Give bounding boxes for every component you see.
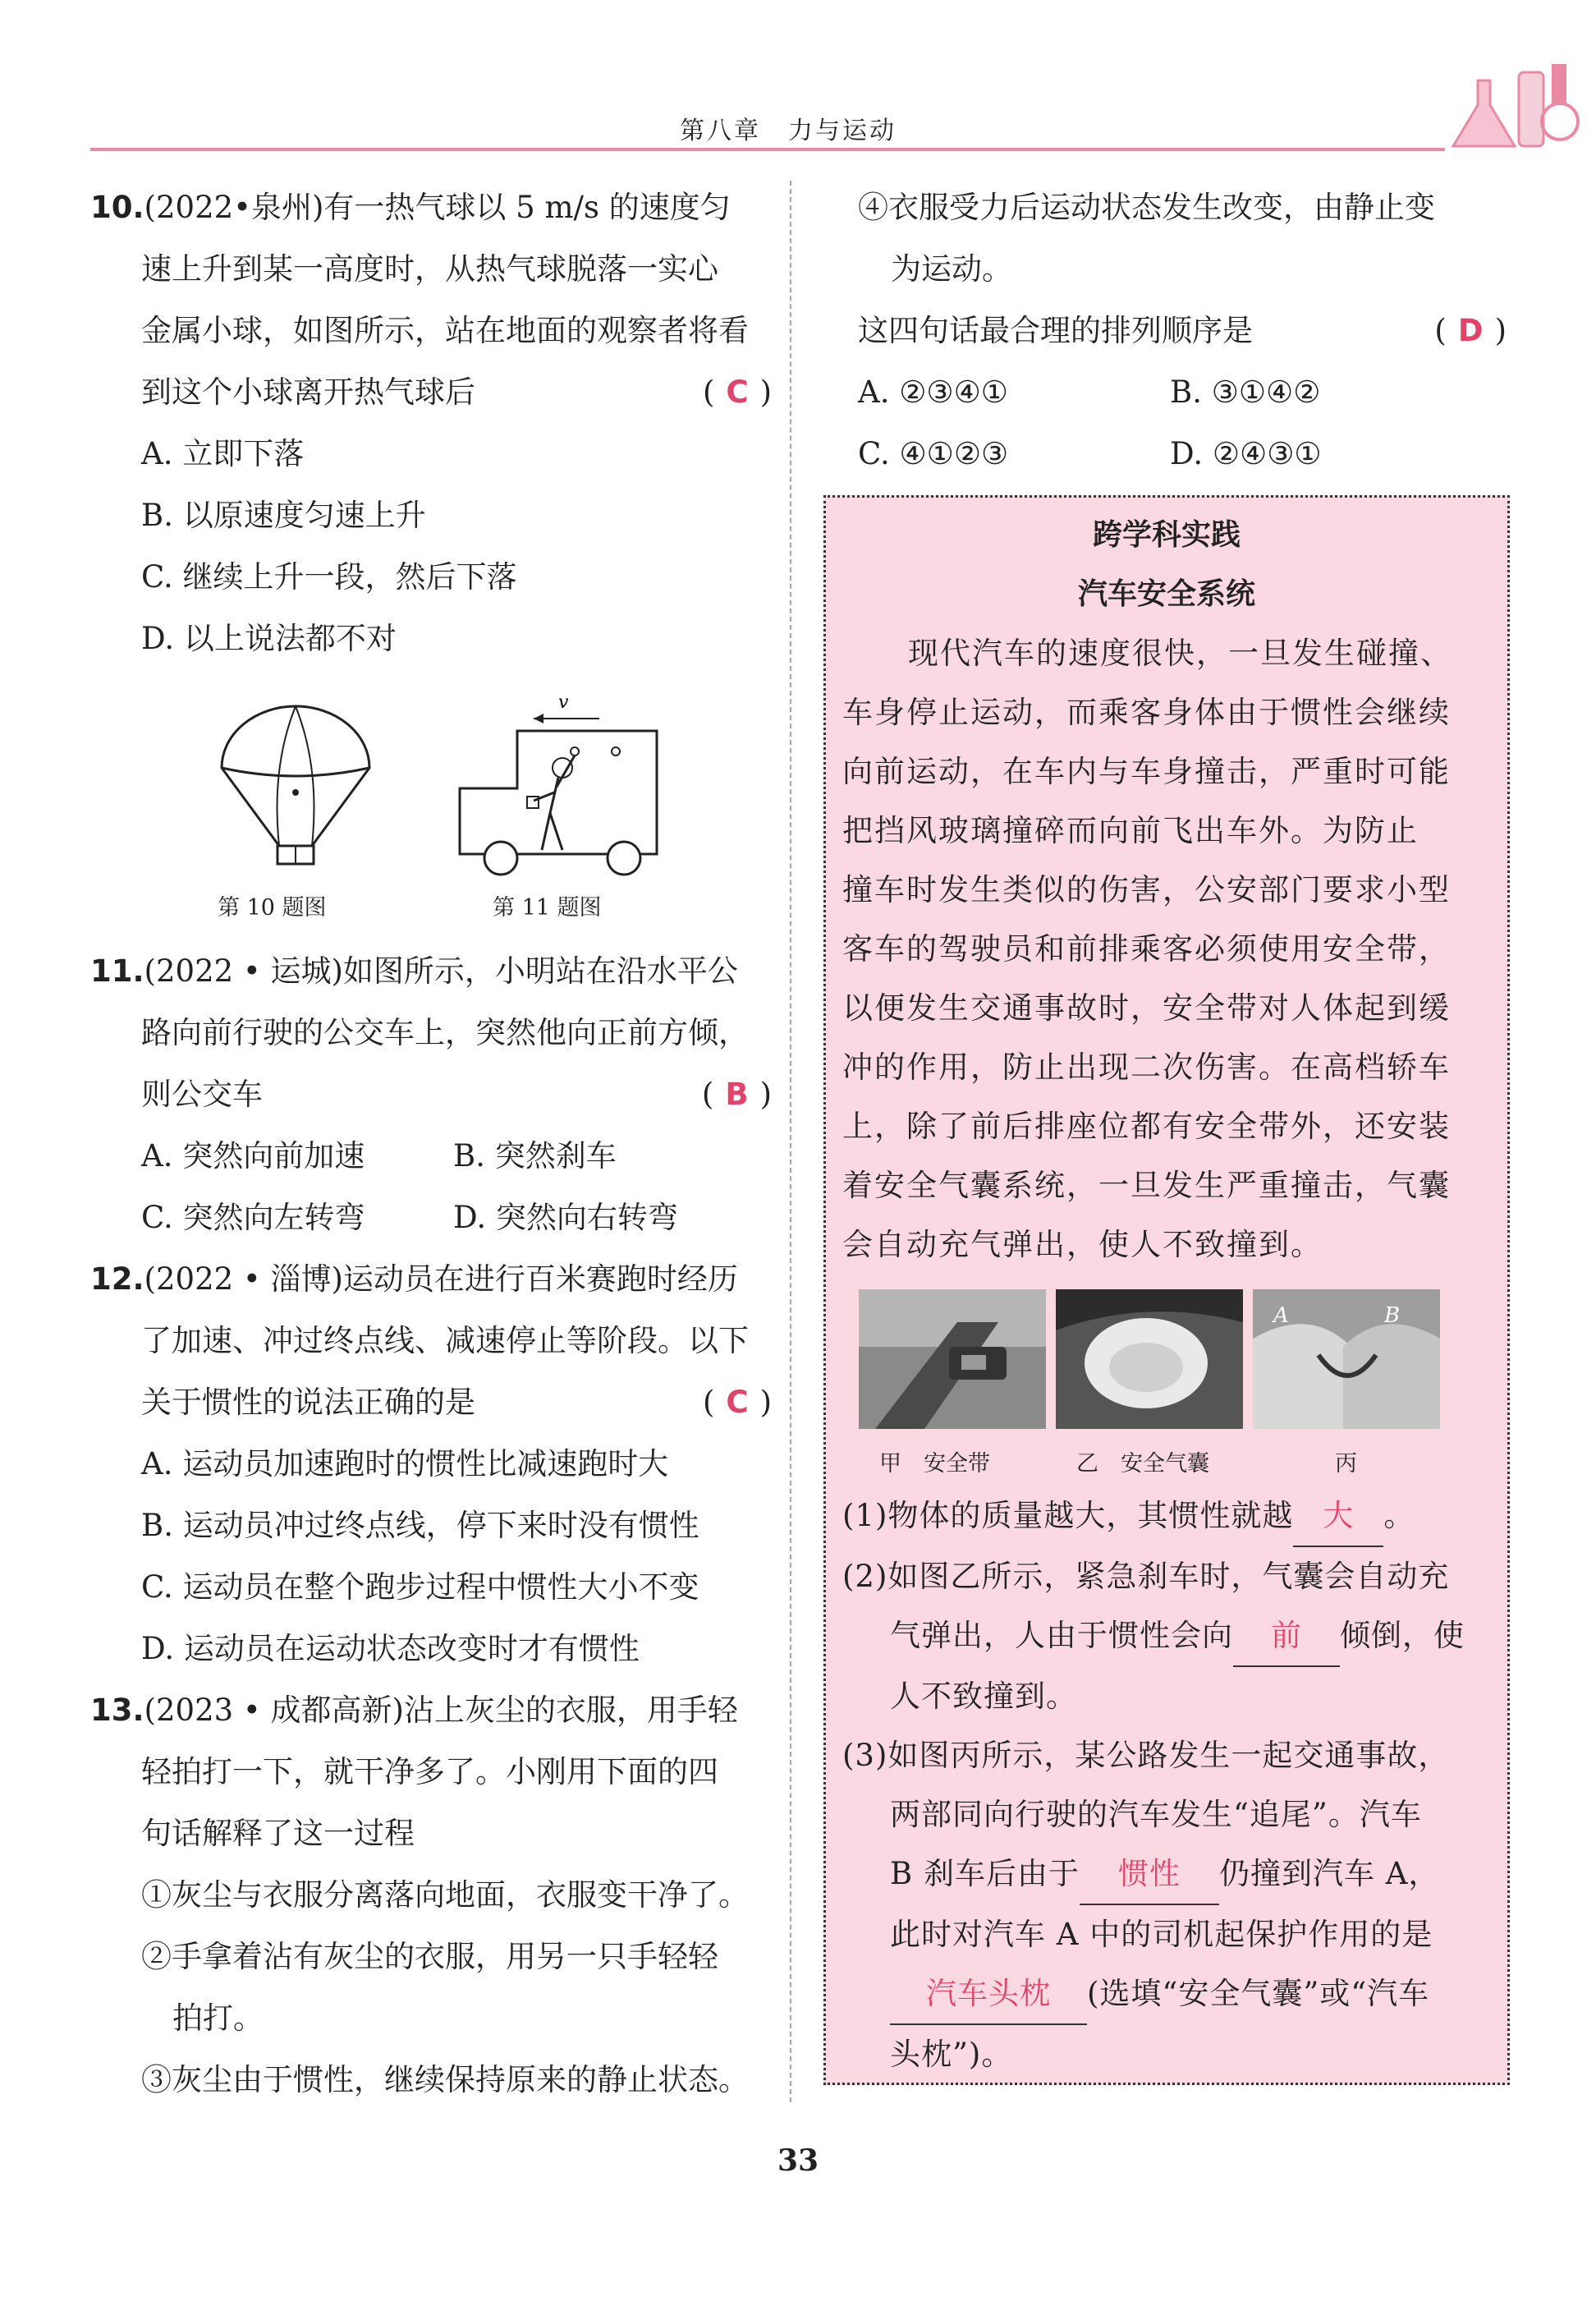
statement-4-cont: 为运动。 — [891, 251, 1012, 287]
chapter-title: 第八章 力与运动 — [680, 117, 897, 145]
box-tag: 跨学科实践 — [1092, 518, 1241, 552]
option-a: A. 立即下落 — [141, 436, 305, 471]
question-13 — [90, 1679, 772, 2111]
option-c: C. 运动员在整个跑步过程中惯性大小不变 — [141, 1569, 699, 1605]
lab-flask-decoration-icon — [1429, 56, 1585, 154]
option-b: B. 以原速度匀速上升 — [141, 498, 426, 533]
question-number: 10. — [90, 190, 144, 225]
hot-air-balloon-figure — [205, 702, 386, 866]
sub-text: 此时对汽车 A 中的司机起保护作用的是 — [890, 1917, 1433, 1952]
option-c: C. ④①②③ — [858, 436, 1009, 471]
question-number: 13. — [90, 1693, 144, 1728]
left-column — [90, 177, 772, 2111]
answer-letter: D — [1457, 313, 1484, 348]
option-b: B. 突然刹车 — [453, 1138, 617, 1174]
sub-text: (选填“安全气囊”或“汽车 — [1087, 1976, 1430, 2011]
answer-bracket: ( C ) — [702, 1385, 772, 1420]
question-text-line: 路向前行驶的公交车上，突然他向正前方倾， — [141, 1015, 749, 1050]
question-text-line: (2022•泉州)有一热气球以 5 m/s 的速度匀 — [144, 190, 731, 225]
sub-text: 仍撞到汽车 A， — [1218, 1856, 1440, 1891]
statement-1: ①灰尘与衣服分离落向地面，衣服变干净了。 — [141, 1877, 749, 1913]
rear-end-collision-photo — [1253, 1289, 1440, 1429]
car-label-a: A — [1273, 1303, 1289, 1328]
question-stem: 这四句话最合理的排列顺序是 — [858, 313, 1253, 348]
question-text-line: 金属小球，如图所示，站在地面的观察者将看 — [141, 313, 749, 348]
sub-text: B 刹车后由于 — [890, 1856, 1080, 1891]
right-column — [825, 177, 1507, 485]
question-text-line: 句话解释了这一过程 — [141, 1816, 415, 1851]
sub-text: (1)物体的质量越大，其惯性就越 — [842, 1498, 1294, 1533]
question-text-line: 速上升到某一高度时，从热气球脱落一实心 — [141, 251, 718, 287]
answer-bracket: ( C ) — [702, 374, 772, 410]
sub-question-1 — [842, 1486, 1491, 1547]
option-d: D. 运动员在运动状态改变时才有惯性 — [141, 1631, 640, 1666]
box-paragraph-line: 上，除了前后排座位都有安全带外，还安装 — [842, 1109, 1451, 1144]
option-b: B. ③①④② — [1170, 374, 1321, 410]
answer-bracket: ( B ) — [701, 1077, 772, 1112]
photo-caption-bing: 丙 — [1335, 1451, 1357, 1477]
sub-text: 气弹出，人由于惯性会向 — [890, 1618, 1233, 1653]
answer-letter: C — [726, 1385, 749, 1420]
figure-10-caption: 第 10 题图 — [218, 895, 327, 921]
answer-blank: 惯性 — [1080, 1844, 1219, 1905]
question-number: 12. — [90, 1261, 144, 1297]
photo-caption-yi: 乙 安全气囊 — [1076, 1451, 1209, 1477]
statement-2: ②手拿着沾有灰尘的衣服，用另一只手轻轻 — [141, 1939, 718, 1974]
answer-blank: 前 — [1233, 1606, 1340, 1667]
question-number: 11. — [90, 953, 144, 989]
question-10 — [90, 177, 772, 669]
box-title: 汽车安全系统 — [1077, 577, 1255, 611]
option-b: B. 运动员冲过终点线，停下来时没有惯性 — [141, 1508, 699, 1543]
car-label-b: B — [1384, 1303, 1401, 1328]
question-12 — [90, 1248, 772, 1679]
box-paragraph-line: 会自动充气弹出，使人不致撞到。 — [842, 1227, 1323, 1262]
question-text-line: (2022 • 运城)如图所示，小明站在沿水平公 — [144, 953, 738, 989]
question-text-line: 关于惯性的说法正确的是 — [141, 1385, 475, 1420]
option-d: D. 以上说法都不对 — [141, 621, 397, 656]
box-paragraph-line: 现代汽车的速度很快，一旦发生碰撞、 — [908, 636, 1452, 671]
option-a: A. ②③④① — [858, 374, 1008, 410]
option-d: D. ②④③① — [1170, 436, 1322, 471]
answer-bracket: ( D ) — [1434, 313, 1507, 348]
option-c: C. 继续上升一段，然后下落 — [141, 559, 517, 595]
statement-2-cont: 拍打。 — [172, 2000, 264, 2036]
statement-3: ③灰尘由于惯性，继续保持原来的静止状态。 — [141, 2062, 749, 2097]
option-c: C. 突然向左转弯 — [141, 1200, 365, 1235]
box-paragraph-line: 客车的驾驶员和前排乘客必须使用安全带， — [842, 931, 1451, 967]
seatbelt-photo — [859, 1289, 1046, 1429]
sub-question-3: (3)如图丙所示，某公路发生一起交通事故， — [842, 1738, 1450, 1773]
question-text-line: 到这个小球离开热气球后 — [141, 374, 475, 410]
sub-text: 人不致撞到。 — [890, 1679, 1077, 1714]
question-text-line: 轻拍打一下，就干净多了。小刚用下面的四 — [141, 1754, 718, 1789]
page-number: 33 — [777, 2143, 819, 2178]
airbag-photo — [1056, 1289, 1243, 1429]
sub-text: 。 — [1383, 1498, 1415, 1533]
sub-text: 倾倒，使 — [1340, 1618, 1465, 1653]
option-a: A. 突然向前加速 — [141, 1138, 365, 1174]
question-text-line: 了加速、冲过终点线、减速停止等阶段。以下 — [141, 1323, 749, 1358]
column-divider — [790, 181, 791, 2102]
answer-blank: 汽车头枕 — [890, 1964, 1087, 2025]
question-11 — [90, 940, 772, 1248]
photo-row — [842, 1289, 1491, 1486]
statement-4: ④衣服受力后运动状态发生改变，由静止变 — [858, 190, 1435, 225]
bus-figure — [452, 690, 665, 879]
box-paragraph-line: 冲的作用，防止出现二次伤害。在高档轿车 — [842, 1050, 1451, 1085]
box-paragraph-line: 车身停止运动，而乘客身体由于惯性会继续 — [842, 695, 1451, 730]
figure-11-caption: 第 11 题图 — [493, 895, 602, 921]
page-header — [90, 105, 1486, 148]
box-paragraph-line: 以便发生交通事故时，安全带对人体起到缓 — [842, 990, 1451, 1026]
header-divider — [90, 148, 1445, 151]
question-text-line: (2022 • 淄博)运动员在进行百米赛跑时经历 — [144, 1261, 738, 1297]
option-a: A. 运动员加速跑时的惯性比减速跑时大 — [141, 1446, 669, 1481]
figure-row — [90, 669, 772, 940]
question-13-continued — [825, 177, 1507, 485]
question-text-line: (2023 • 成都高新)沾上灰尘的衣服，用手轻 — [144, 1693, 738, 1728]
sub-text: 两部同向行驶的汽车发生“追尾”。汽车 — [890, 1797, 1422, 1832]
cross-discipline-practice-box — [823, 495, 1510, 2085]
box-paragraph-line: 向前运动，在车内与车身撞击，严重时可能 — [842, 754, 1451, 789]
sub-question-2: (2)如图乙所示，紧急刹车时，气囊会自动充 — [842, 1559, 1450, 1594]
photo-caption-jia: 甲 安全带 — [879, 1451, 990, 1477]
sub-text: 头枕”)。 — [890, 2037, 1013, 2072]
box-paragraph-line: 撞车时发生类似的伤害，公安部门要求小型 — [842, 872, 1451, 907]
answer-letter: C — [726, 374, 749, 410]
velocity-label: v — [558, 692, 569, 713]
option-d: D. 突然向右转弯 — [453, 1200, 678, 1235]
question-text-line: 则公交车 — [141, 1077, 263, 1112]
box-paragraph-line: 把挡风玻璃撞碎而向前飞出车外。为防止 — [842, 813, 1419, 848]
answer-letter: B — [725, 1077, 749, 1112]
box-paragraph-line: 着安全气囊系统，一旦发生严重撞击，气囊 — [842, 1168, 1451, 1203]
answer-blank: 大 — [1293, 1486, 1383, 1547]
